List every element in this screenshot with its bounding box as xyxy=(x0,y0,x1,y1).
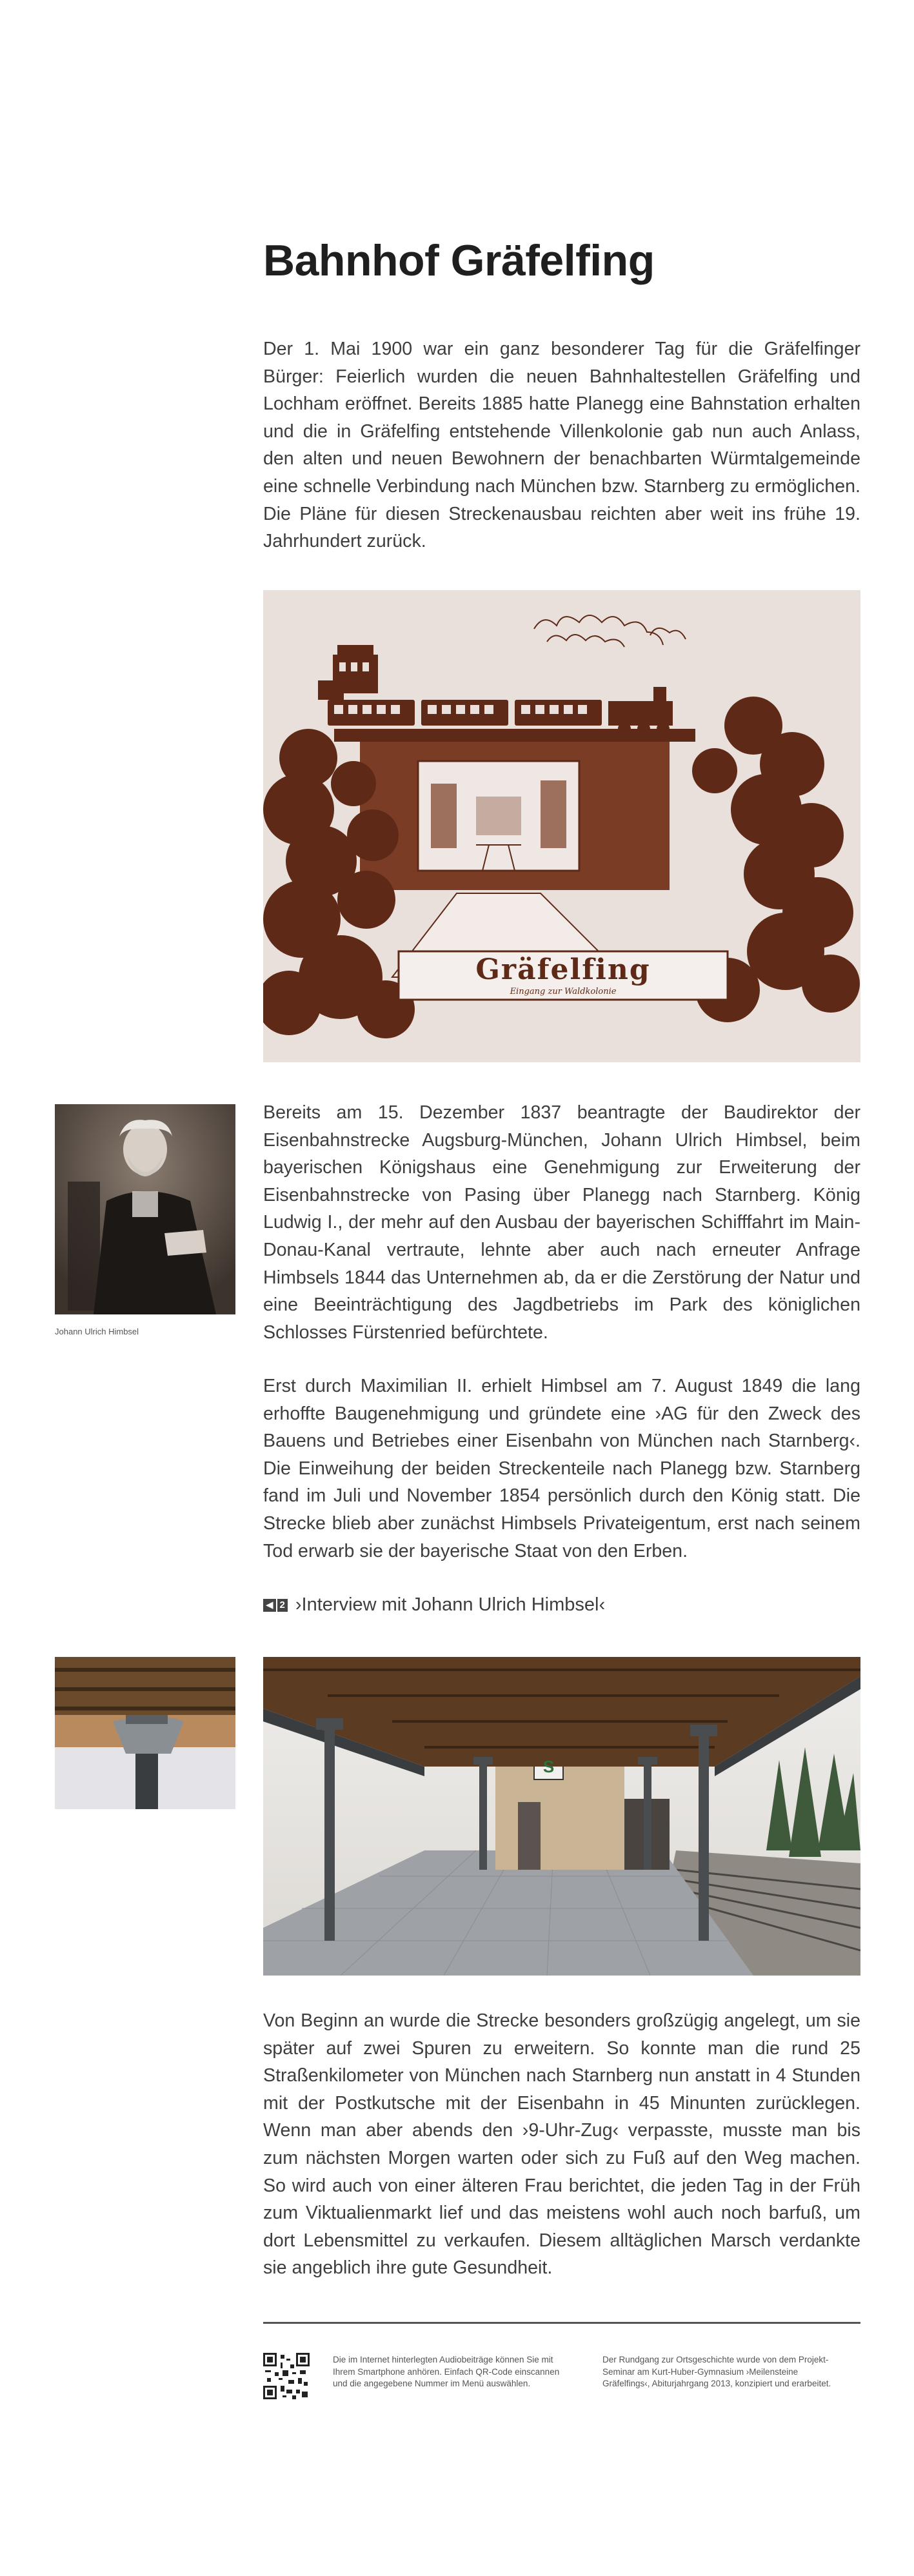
footer-divider xyxy=(263,2322,860,2324)
station-sign: S xyxy=(542,1757,555,1776)
audio-interview-link[interactable] xyxy=(263,1594,605,1616)
column-capital-drawing xyxy=(55,1657,235,1809)
portrait-drawing xyxy=(55,1104,235,1314)
postcard-illustration xyxy=(263,590,860,1062)
intro-paragraph: Der 1. Mai 1900 war ein ganz besonderer Tag für die Gräfelfinger Bürger: Feierlich wurden die neuen Bahnhaltestellen Gräfelfing und Lochham eröffnet. Bereits 1885 hatte Planegg eine Bahnstation erhalten und die in Gräfelfing entstehende Villenkolonie gab nun auch Anlass, den alten und neuen Bewohnern der benachbarten Würmtalgemeinde eine schnelle Verbindung nach München bzw. Starnberg zu ermöglichen. Die Pläne für diesen Streckenausbau reichten aber weit ins frühe 19. Jahrhundert zurück. xyxy=(263,339,860,552)
qr-code-icon xyxy=(263,2353,310,2399)
audio-track-icon: ◀ 2 xyxy=(263,1599,289,1612)
footer-project-credit: Der Rundgang zur Ortsgeschichte wurde von dem Projekt-Seminar am Kurt-Huber-Gymnasium ›Meilensteine Gräfelfings‹, Abiturjahrgang 2013, konzipiert und erarbeitet. xyxy=(602,2355,831,2388)
qr-code[interactable] xyxy=(263,2353,310,2399)
platform-photo xyxy=(263,1657,860,1976)
history-paragraph-1: Bereits am 15. Dezember 1837 beantragte der Baudirektor der Eisenbahnstrecke Augsburg-München, Johann Ulrich Himbsel, beim bayerischen Königshaus eine Genehmigung zur Erweiterung der Eisenbahnstrecke von Pasing über Planegg nach Starnberg. König Ludwig I., der mehr auf den Ausbau der bayerischen Schifffahrt im Main-Donau-Kanal vertraute, lehnte aber auch nach erneuter Anfrage Himbsels 1844 das Unternehmen ab, da er die Zerstörung der Natur und eine Beeinträchtigung des Jagdbetriebs im Park des königlichen Schlosses Fürstenried befürchtete. xyxy=(263,1102,860,1343)
postcard-subtitle: Eingang zur Waldkolonie xyxy=(510,987,617,996)
page-title: Bahnhof Gräfelfing xyxy=(263,236,655,285)
history-paragraph-3: Von Beginn an wurde die Strecke besonders großzügig angelegt, um sie später auf zwei Spuren zu erweitern. So konnte man die rund 25 Straßenkilometer von München nach Starnberg nun anstatt in 4 Stunden mit der Postkutsche mit der Eisenbahn in 45 Minunten zurücklegen. Wenn man aber abends den ›9-Uhr-Zug‹ verpasste, musste man bis zum nächsten Morgen warten oder sich zu Fuß auf den Weg machen. So wird auch von einer älteren Frau berichtet, die jeden Tag in der Früh zum Viktualienmarkt lief und das meistens wohl auch noch barfuß, um dort Lebensmittel zu verkaufen. Diesem alltäglichen Marsch verdankte sie angeblich ihre gute Gesundheit. xyxy=(263,2010,860,2279)
history-paragraph-2: Erst durch Maximilian II. erhielt Himbsel am 7. August 1849 die lang erhoffte Baugenehmigung und gründete eine ›AG für den Zweck des Bauens und Betriebes einer Eisenbahn von München nach Starnberg‹. Die Einweihung der beiden Streckenteile nach Planegg bzw. Starnberg fand im Juli und November 1854 persönlich durch den König statt. Die Strecke blieb aber zunächst Himbsels Privateigentum, erst nach seinem Tod erwarb sie der bayerische Staat von den Erben. xyxy=(263,1376,860,1561)
portrait-caption: Johann Ulrich Himbsel xyxy=(55,1327,139,1336)
postcard-title: Gräfelfing xyxy=(475,953,651,986)
platform-drawing xyxy=(263,1657,860,1976)
audio-label: ›Interview mit Johann Ulrich Himbsel‹ xyxy=(295,1594,606,1615)
footer-audio-note: Die im Internet hinterlegten Audiobeiträge können Sie mit Ihrem Smartphone anhören. Einfach QR-Code einscannen und die angegebene Nummer im Menü auswählen. xyxy=(333,2355,560,2388)
column-capital-photo xyxy=(55,1657,235,1809)
portrait-himbsel xyxy=(55,1104,235,1314)
